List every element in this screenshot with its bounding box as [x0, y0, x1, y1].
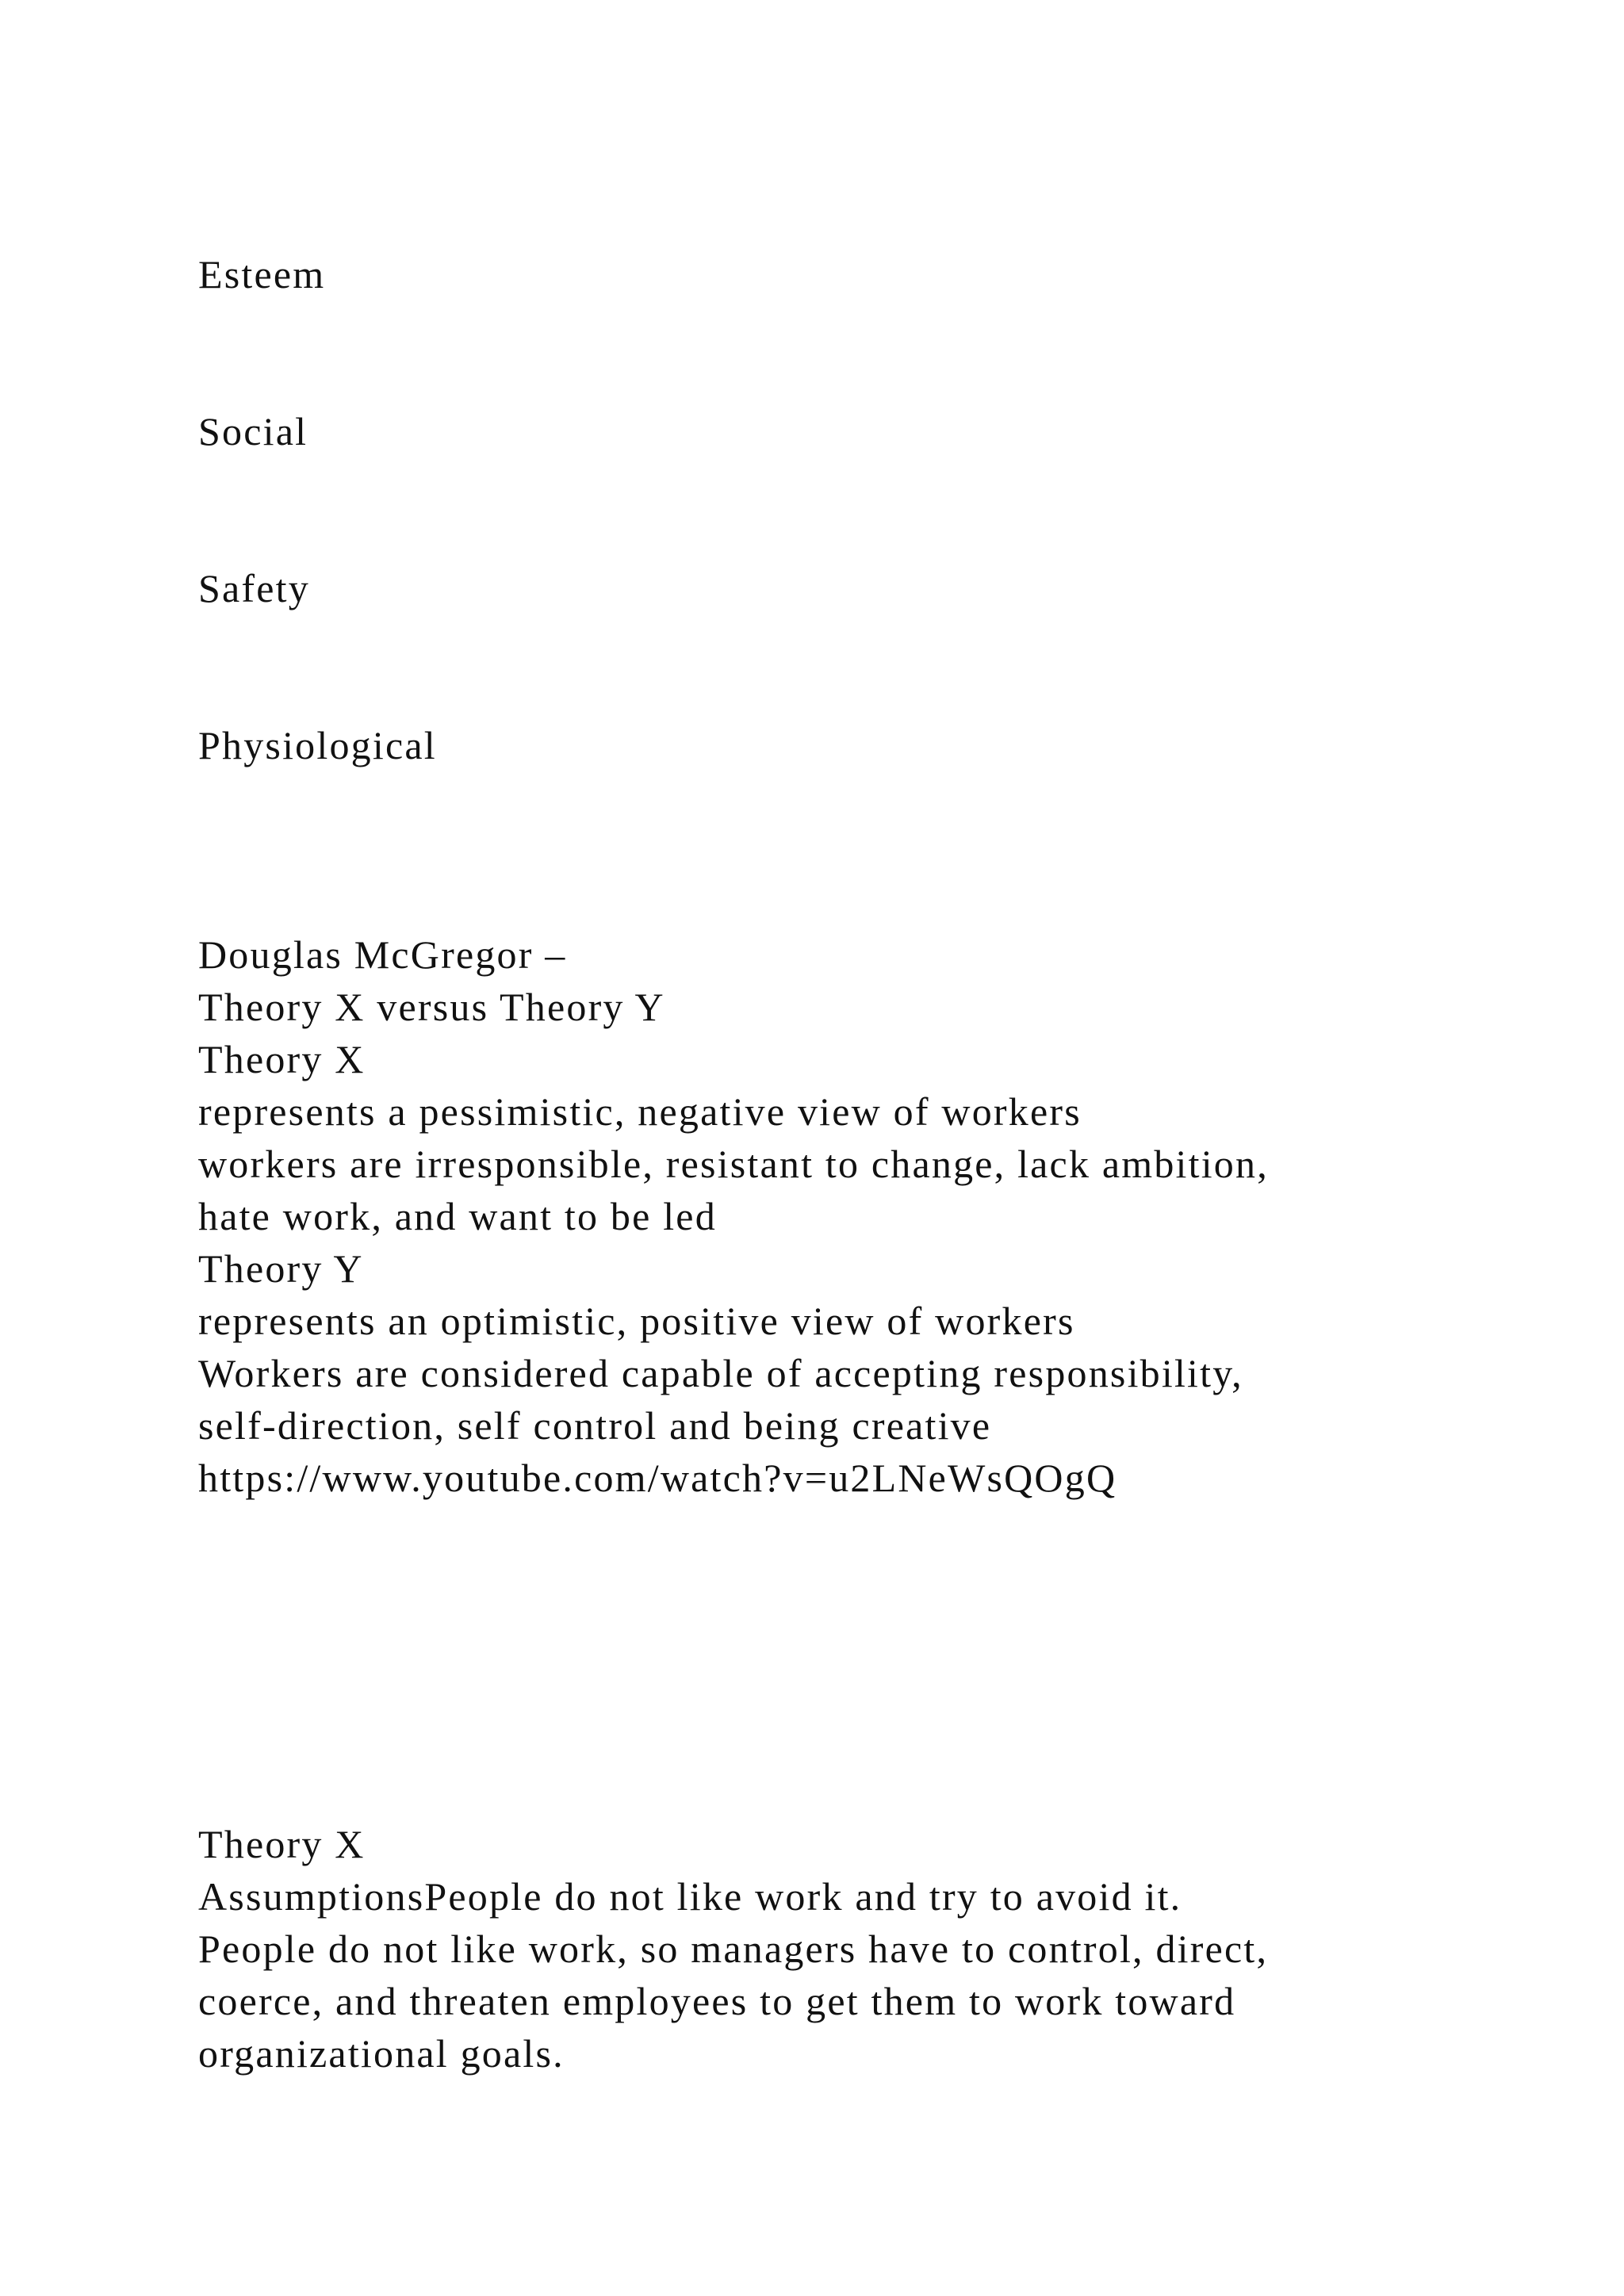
theory-y-line: Workers are considered capable of accepting responsibility,	[198, 1351, 1243, 1395]
assumptions-line: People do not like work, so managers have to control, direct,	[198, 1927, 1269, 1971]
assumptions-title: Theory X	[198, 1822, 366, 1866]
theory-x-label: Theory X	[198, 1037, 366, 1081]
need-safety: Safety	[198, 566, 310, 610]
assumptions-line: organizational goals.	[198, 2031, 565, 2076]
theory-x-line: represents a pessimistic, negative view of workers	[198, 1089, 1082, 1134]
theory-x-line: workers are irresponsible, resistant to change, lack ambition,	[198, 1142, 1269, 1186]
theory-y-label: Theory Y	[198, 1246, 364, 1291]
theory-x-line: hate work, and want to be led	[198, 1194, 717, 1238]
need-physiological: Physiological	[198, 723, 437, 767]
need-esteem: Esteem	[198, 252, 326, 297]
assumptions-line: AssumptionsPeople do not like work and try to avoid it.	[198, 1874, 1182, 1919]
video-url: https://www.youtube.com/watch?v=u2LNeWsQOgQ	[198, 1456, 1117, 1500]
theory-y-line: represents an optimistic, positive view of workers	[198, 1299, 1075, 1343]
assumptions-line: coerce, and threaten employees to get them to work toward	[198, 1979, 1236, 2023]
theory-y-line: self-direction, self control and being creative	[198, 1403, 992, 1448]
need-social: Social	[198, 409, 308, 453]
mcgregor-heading-2: Theory X versus Theory Y	[198, 985, 665, 1029]
mcgregor-heading-1: Douglas McGregor –	[198, 932, 567, 977]
